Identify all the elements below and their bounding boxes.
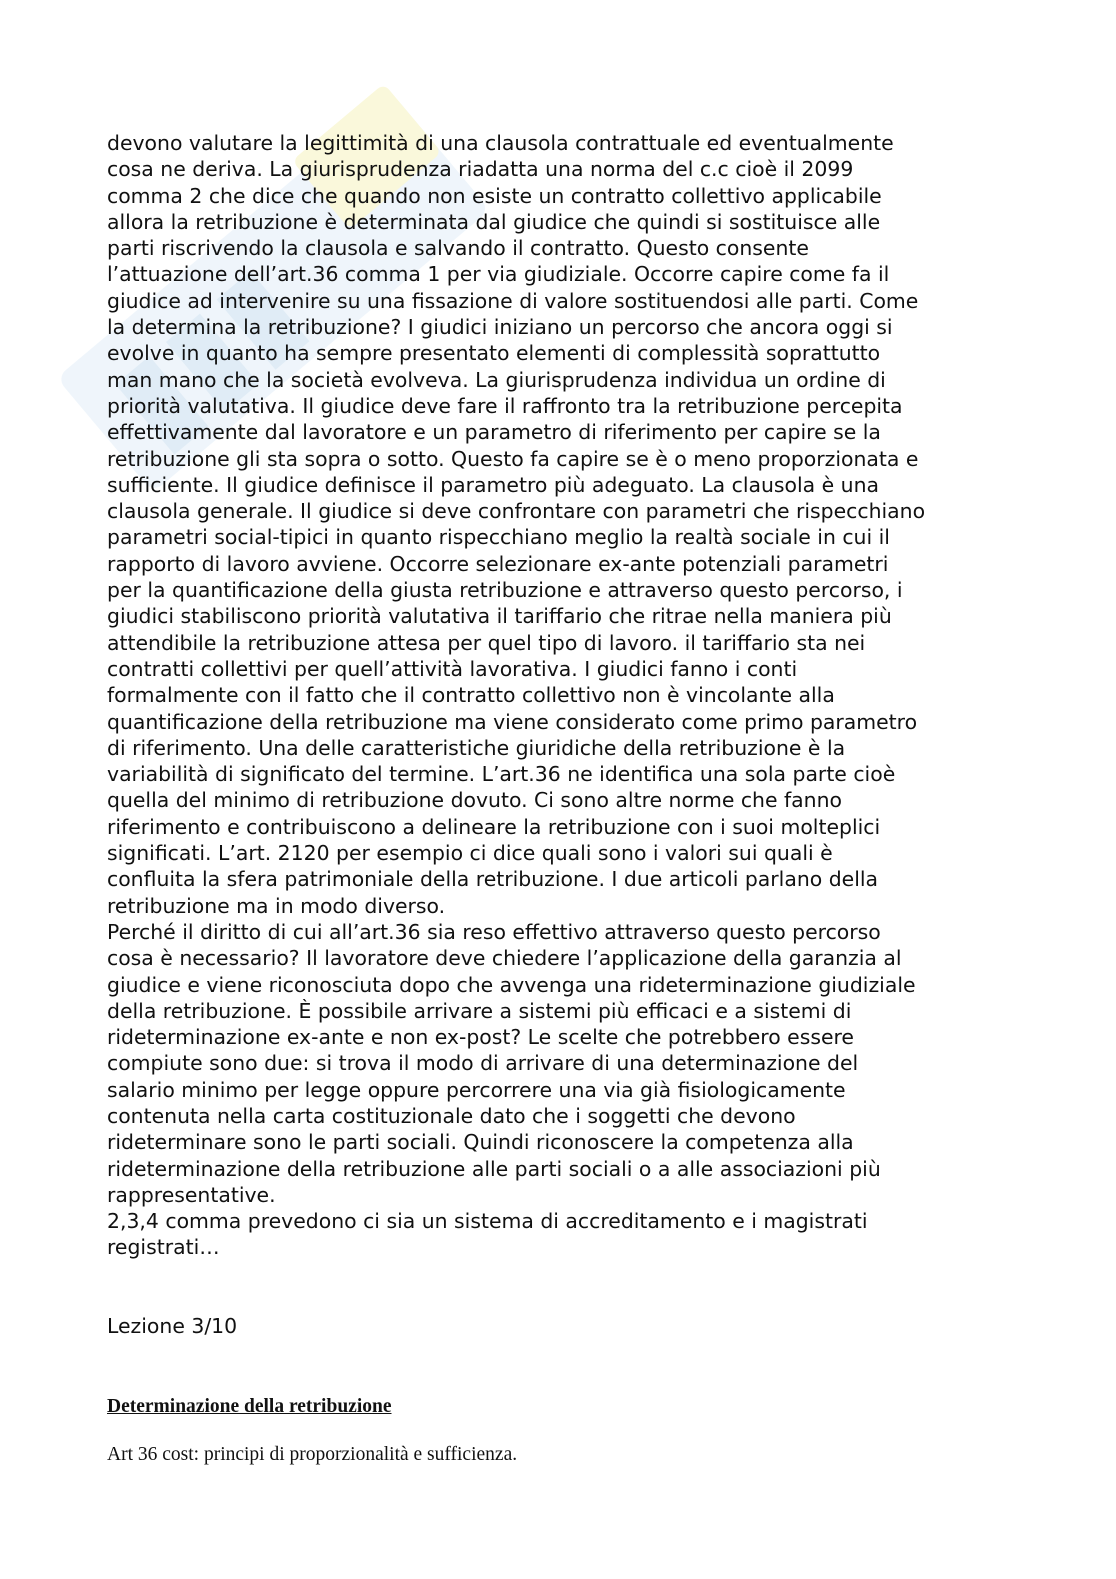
body-paragraph-3: 2,3,4 comma prevedono ci sia un sistema di accreditamento e i magistrati registrati… [107, 1209, 868, 1260]
document-body [107, 130, 1007, 1467]
body-paragraph-2: Perché il diritto di cui all’art.36 sia reso effettivo attraverso questo percorso cosa è necessario? Il lavoratore deve chiedere l’applicazione della garanzia al giudice e viene riconosciuta dopo che avvenga una rideterminazione giudiziale della retribuzione. È possibile arrivare a sistemi più efficaci e a sistemi di rideterminazione ex-ante e non ex-post? Le scelte che potrebbero essere compiute sono due: si trova il modo di arrivare di una determinazione del salario minimo per legge oppure percorrere una via già fisiologicamente contenuta nella carta costituzionale dato che i soggetti che devono rideterminare sono le parti sociali. Quindi riconoscere la competenza alla rideterminazione della retribuzione alle parti sociali o a alle associazioni più rappresentative. [107, 919, 916, 1207]
svg-text:▮▮▮: ▮▮▮ [85, 238, 327, 473]
lesson-label: Lezione 3/10 [107, 1313, 238, 1338]
body-paragraph-1: devono valutare la legittimità di una clausola contrattuale ed eventualmente cosa ne deriva. La giurisprudenza riadatta una norma del c.c cioè il 2099 comma 2 che dice che quando non esiste un contratto collettivo applicabile allora la retribuzione è determinata dal giudice che quindi si sostituisce alle parti riscrivendo la clausola e salvando il contratto. Questo consente l’attuazione dell’art.36 comma 1 per via giudiziale. Occorre capire come fa il giudice ad intervenire su una fissazione di valore sostituendosi alle parti. Come la determina la retribuzione? I giudici iniziano un percorso che ancora oggi si evolve in quanto ha sempre presentato elementi di complessità soprattutto man mano che la società evolveva. La giurisprudenza individua un ordine di priorità valutativa. Il giudice deve fare il raffronto tra la retribuzione percepita effettivamente dal lavoratore e un parametro di riferimento per capire se la retribuzione gli sta sopra o sotto. Questo fa capire se è o meno proporzionata e sufficiente. Il giudice definisce il parametro più adeguato. La clausola è una clausola generale. Il giudice si deve confrontare con parametri che rispecchiano parametri social-tipici in quanto rispecchiano meglio la realtà sociale in cui il rapporto di lavoro avviene. Occorre selezionare ex-ante potenziali parametri per la quantificazione della giusta retribuzione e attraverso questo percorso, i giudici stabiliscono priorità valutativa il tariffario che ritrae nella maniera più attendibile la retribuzione attesa per quel tipo di lavoro. il tariffario sta nei contratti collettivi per quell’attività lavorativa. I giudici fanno i conti formalmente con il fatto che il contratto collettivo non è vincolante alla quantificazione della retribuzione ma viene considerato come primo parametro di riferimento. Una delle caratteristiche giuridiche della retribuzione è la variabilità di significato del termine. L’art.36 ne identifica una sola parte cioè quella del minimo di retribuzione dovuto. Ci sono altre norme che fanno riferimento e contribuiscono a delineare la retribuzione con i suoi molteplici significati. L’art. 2120 per esempio ci dice quali sono i valori sui quali è confluita la sfera patrimoniale della retribuzione. I due articoli parlano della retribuzione ma in modo diverso. [107, 131, 926, 918]
section-text: Art 36 cost: principi di proporzionalità e sufficienza. [107, 1444, 518, 1466]
section-heading: Determinazione della retribuzione [107, 1396, 392, 1418]
